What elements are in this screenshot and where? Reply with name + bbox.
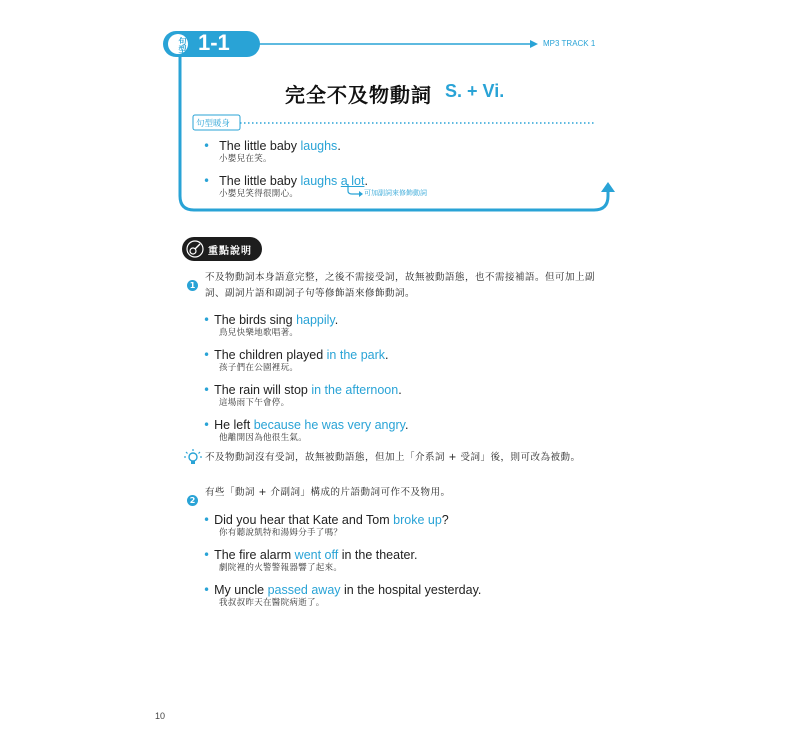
lightbulb-icon	[184, 449, 202, 467]
sentence-segment: .	[334, 313, 339, 327]
example-item: • The birds sing happily.	[203, 313, 339, 327]
example-translation: 小嬰兒笑得很開心。	[219, 189, 299, 199]
sentence-segment: .	[337, 139, 341, 153]
example-sentence	[214, 548, 417, 562]
highlighted-phrase: broke up	[393, 513, 442, 527]
sentence-segment: The little baby	[219, 174, 301, 188]
sentence-segment: .	[404, 418, 409, 432]
up-arrow-icon	[601, 182, 615, 192]
pattern-number: 1-1	[198, 30, 230, 55]
sentence-segment: in the theater.	[338, 548, 418, 562]
track-label: MP3 TRACK 1	[543, 39, 596, 48]
example-item: • He left because he was very angry.	[203, 418, 409, 432]
highlighted-phrase: passed away	[267, 583, 341, 597]
sentence-segment: .	[364, 174, 368, 188]
highlighted-phrase: in the park	[326, 348, 386, 362]
sentence-segment: .	[398, 383, 402, 397]
example-translation: 鳥兒快樂地歌唱著。	[219, 328, 299, 338]
example-translation: 這場雨下午會停。	[219, 398, 290, 408]
sentence-segment: Did you hear that Kate and Tom	[214, 513, 394, 527]
annotation-note: 可加副詞來修飾動詞	[364, 189, 427, 197]
highlighted-phrase: laughs	[300, 174, 338, 188]
highlighted-phrase: because he was very angry	[253, 418, 405, 432]
point-text: 有些「動詞 + 介副詞」構成的片語動詞可作不及物用。	[205, 487, 451, 498]
example-translation: 劇院裡的火警警報器響了起來。	[219, 563, 343, 573]
example-item: • The rain will stop in the afternoon.	[203, 383, 402, 397]
arrow-right-icon	[530, 40, 538, 48]
note-arrow-icon	[344, 184, 364, 198]
sentence-segment: The rain will stop	[214, 383, 312, 397]
sentence-segment: He left	[214, 418, 254, 432]
guitar-icon	[186, 240, 204, 258]
pattern-tag: 句型	[178, 37, 187, 53]
warmup-example-2: • The little baby laughs a lot.	[203, 174, 368, 188]
example-translation: 你有聽說凱特和湯姆分手了嗎？	[219, 528, 343, 538]
example-sentence	[214, 583, 481, 597]
point-text: 不及物動詞本身語意完整，之後不需接受詞，故無被動語態，也不需接補語。但可加上副詞、副詞片語和副詞子句等修飾語來修飾動詞。	[205, 272, 596, 299]
example-sentence	[214, 513, 449, 527]
sentence-segment: The children played	[214, 348, 327, 362]
example-sentence	[214, 383, 402, 397]
example-sentence	[214, 313, 338, 327]
point-number: 2	[187, 488, 198, 507]
example-sentence	[214, 418, 408, 432]
example-item: • Did you hear that Kate and Tom broke up?	[203, 513, 449, 527]
sentence-segment: My uncle	[214, 583, 268, 597]
example-sentence	[219, 139, 341, 153]
key-points-label: 重點說明	[208, 246, 252, 257]
highlighted-phrase: happily	[296, 313, 335, 327]
highlighted-phrase: laughs	[300, 139, 338, 153]
warmup-label: 句型暖身	[196, 119, 231, 129]
highlighted-phrase: went off	[294, 548, 339, 562]
tip-text: 不及物動詞沒有受詞，故無被動語態，但加上「介系詞 + 受詞」後，則可改為被動。	[205, 452, 581, 463]
highlighted-phrase: a lot	[340, 174, 365, 188]
example-translation: 小嬰兒在笑。	[219, 154, 272, 164]
example-translation: 孩子們在公園裡玩。	[219, 363, 299, 373]
sentence-segment: ?	[441, 513, 449, 527]
sentence-segment: .	[385, 348, 389, 362]
example-sentence	[214, 348, 388, 362]
sentence-segment: The little baby	[219, 139, 301, 153]
point-number: 1	[187, 273, 198, 292]
example-item: • The fire alarm went off in the theater.	[203, 548, 418, 562]
page-title: 完全不及物動詞	[285, 83, 432, 107]
example-translation: 他離開因為他很生氣。	[219, 433, 308, 443]
key-points-badge	[182, 237, 262, 261]
sentence-segment: The birds sing	[214, 313, 297, 327]
example-translation: 我叔叔昨天在醫院病逝了。	[219, 598, 325, 608]
highlighted-phrase: in the afternoon	[311, 383, 399, 397]
example-item: • The children played in the park.	[203, 348, 389, 362]
formula: S. + Vi.	[445, 81, 505, 101]
example-item: • My uncle passed away in the hospital yesterday.	[203, 583, 482, 597]
page-number: 10	[155, 711, 166, 721]
sentence-segment: The fire alarm	[214, 548, 295, 562]
sentence-segment: in the hospital yesterday.	[340, 583, 482, 597]
warmup-example-1: • The little baby laughs.	[203, 139, 341, 153]
